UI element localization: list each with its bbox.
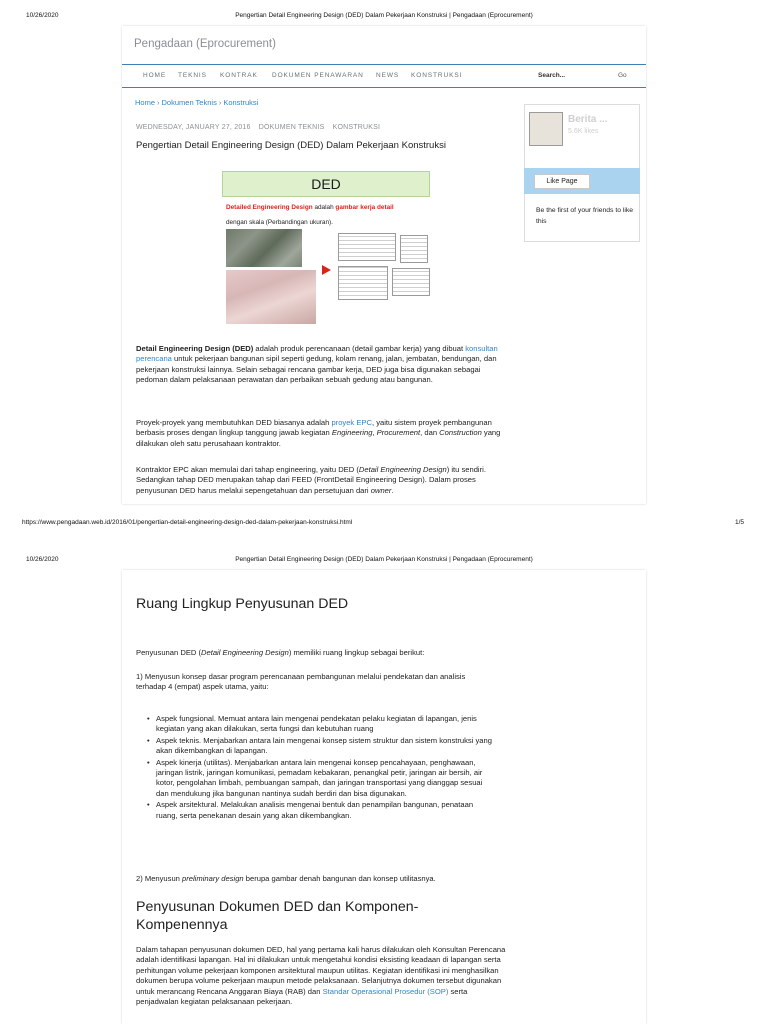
link-konsultan-perencana[interactable]: konsultan perencana [136,344,498,364]
text: yang dilakukan oleh satu perusahaan kontraktor. [136,428,501,448]
post-meta [136,124,386,131]
print-date: 10/26/2020 [26,12,59,19]
post-date: WEDNESDAY, JANUARY 27, 2016 [136,124,251,131]
ded-highlight: gambar kerja detail [335,204,394,211]
sketch-photo [226,270,316,324]
fb-page-name[interactable]: Berita ... [568,114,608,125]
aspect-list [146,714,496,822]
paragraph-definition [136,344,512,386]
post-title: Pengertian Detail Engineering Design (DED) Dalam Pekerjaan Konstruksi [136,140,446,151]
site-title[interactable]: Pengadaan (Eprocurement) [134,38,276,50]
nav-item-teknis[interactable]: TEKNIS [178,72,207,79]
breadcrumb-home[interactable]: Home [135,98,156,107]
link-proyek-epc[interactable]: proyek EPC [331,418,372,427]
link-sop[interactable]: Standar Operasional Prosedur (SOP) [322,986,449,996]
text: Penyusunan DED ( [136,648,202,657]
breadcrumb [135,98,258,107]
paragraph-kontraktor [136,465,512,496]
drawing-section [400,235,428,263]
text-italic: Construction [439,428,482,438]
text: Proyek-proyek yang membutuhkan DED biasanya adalah [136,418,332,427]
drawing-detail [392,268,430,296]
section-heading-penyusunan [136,898,418,934]
page-logo[interactable] [529,112,563,146]
nav-item-dokumen-penawaran[interactable]: DOKUMEN PENAWARAN [272,72,364,79]
text-italic: owner [370,485,392,495]
chevron-right-icon: › [218,98,222,107]
text-italic: Engineering [331,428,373,438]
text: ) itu sendiri. Sedangkan tahap DED merupakan tahap dari FEED (FrontDetail Engineering Design). Dalam proses penyusunan DED harus melalui sepengetahuan dan persetujuan dari [136,465,486,495]
text: untuk pekerjaan bangunan sipil seperti gedung, kolam renang, jalan, jembatan, bendungan, dan pekerjaan konstruksi lainnya. Selain sebagai rencana gambar kerja, DED juga bisa digunakan sebagai pedoman dalam pelaksanaan perawatan dan perbaikan sebuah gedung atau bangunan. [136,354,497,385]
breadcrumb-konstruksi[interactable]: Konstruksi [223,98,259,107]
text: , [372,428,377,438]
text: , dan [420,428,440,438]
nav-item-news[interactable]: NEWS [376,72,400,79]
like-page-button[interactable]: Like Page [534,174,590,189]
breadcrumb-dokumen-teknis[interactable]: Dokumen Teknis [161,98,217,107]
text: , yaitu sistem proyek pembangunan berbasis proses dengan lingkup tanggung jawab kegiatan [136,418,492,438]
text-italic: Detail Engineering Design [201,648,289,657]
print-date: 10/26/2020 [26,556,59,563]
search-go-button[interactable]: Go [618,72,627,79]
text: berupa gambar denah bangunan dan konsep utilitasnya. [243,874,436,883]
text: serta penjadwalan kegiatan pelaksanaan pekerjaan. [136,986,468,1007]
text: 2) Menyusun [136,874,183,883]
heading-line: Penyusunan Dokumen DED dan Komponen- [136,899,419,915]
text-italic: preliminary design [182,874,244,883]
search-input[interactable]: Search... [538,72,566,79]
print-footer [0,517,768,529]
ded-sub: dengan skala (Perbandingan ukuran). [226,219,333,226]
text-italic: Detail Engineering Design [358,465,447,474]
print-header-2 [0,552,768,566]
paragraph-lingkup-intro [136,648,512,658]
ded-definition [226,203,436,212]
print-page-number: 1/5 [734,519,744,526]
term-bold: Detail Engineering Design (DED) [136,344,254,353]
drawing-elevation [338,266,388,300]
text: . [391,485,394,495]
print-header [0,8,768,22]
text: adalah produk perencanaan (detail gambar kerja) yang dibuat [253,344,466,353]
text: ) memiliki ruang lingkup sebagai berikut: [288,648,425,657]
fb-likes: 5.6K likes [568,128,599,135]
ded-word: adalah [314,204,334,211]
nav-item-home[interactable]: HOME [143,72,167,79]
paragraph-epc [136,418,512,449]
ded-heading-box: DED [222,171,430,197]
list-item: • Aspek arsitektural. Melakukan analisis mengenai bentuk dan penampilan bangunan, penataan ruang, serta penekanan desain yang akan dikembangkan. [146,800,496,821]
print-url: https://www.pengadaan.web.id/2016/01/pengertian-detail-engineering-design-ded-dalam-pekerjaan-konstruksi.html [22,519,353,526]
text: Kontraktor EPC akan memulai dari tahap engineering, yaitu DED ( [136,465,359,474]
text: Dalam tahapan penyusunan dokumen DED, hal yang pertama kali harus dilakukan oleh Konsultan Perencana adalah identifikasi lapangan. Hal ini dilakukan untuk mengetahui kondisi eksisting keadaan di lapangan serta perhitungan volume pekerjaan komponen arsitektural maupun utilitas. Kegiatan identifikasi ini menghasilkan dokumen berupa volume pekerjaan maupun metode pelaksanaan. Selanjutnya dokumen tersebut digunakan untuk merancang Rencana Anggaran Biaya (RAB) dan [136,945,506,996]
text-italic: Procurement [376,428,421,438]
post-label-dokumen-teknis[interactable]: DOKUMEN TEKNIS [258,124,325,131]
drawing-plan [338,233,396,261]
nav-item-konstruksi[interactable]: KONSTRUKSI [411,72,463,79]
chevron-right-icon: › [157,98,160,107]
fb-friends-text: Be the first of your friends to like this [536,207,634,225]
paragraph-point-2 [136,874,512,884]
list-item: • Aspek kinerja (utilitas). Menjabarkan antara lain mengenai konsep pencahayaan, penghawaan, jaringan listrik, jaringan komunikasi, pemadam kebakaran, penangkal petir, jaringan air bersih, air kotor, pengolahan limbah, pembuangan sampah, dan jaringan transportasi yang dianggap sesuai dan mendukung jika bangunan nantinya sudah berdiri dan bisa digunakan. [146,758,496,800]
site-photo [226,229,302,267]
list-item: • Aspek fungsional. Memuat antara lain mengenai pendekatan pelaku kegiatan di lapangan, jenis kegiatan yang akan dilakukan, serta fungsi dan kebutuhan ruang [146,714,496,735]
heading-line: Kompenennya [136,917,228,933]
print-title: Pengertian Detail Engineering Design (DED) Dalam Pekerjaan Konstruksi | Pengadaan (Eprocurement) [235,556,533,563]
nav-item-kontrak[interactable]: KONTRAK [220,72,258,79]
post-label-konstruksi[interactable]: KONSTRUKSI [332,124,381,131]
arrow-right-icon [322,265,331,275]
section-heading-ruang-lingkup: Ruang Lingkup Penyusunan DED [136,596,349,612]
paragraph-penyusunan [136,945,508,1007]
ded-term: Detailed Engineering Design [226,204,313,211]
list-item: • Aspek teknis. Menjabarkan antara lain mengenai konsep sistem struktur dan sistem konstruksi yang akan dikembangkan di lapangan. [146,736,496,757]
paragraph-point-1: 1) Menyusun konsep dasar program perencanaan pembangunan melalui pendekatan dan analisis terhadap 4 (empat) aspek utama, yaitu: [136,672,466,692]
print-title: Pengertian Detail Engineering Design (DED) Dalam Pekerjaan Konstruksi | Pengadaan (Eprocurement) [235,12,533,19]
